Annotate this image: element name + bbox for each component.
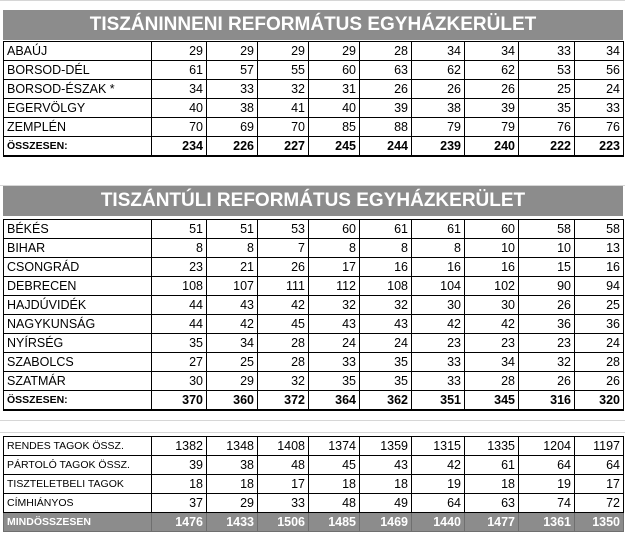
value-cell[interactable]: 39 (465, 99, 519, 118)
value-cell[interactable]: 30 (152, 372, 207, 391)
value-cell[interactable]: 16 (360, 258, 412, 277)
value-cell[interactable]: 1361 (519, 513, 575, 532)
value-cell[interactable]: 18 (152, 475, 207, 494)
value-cell[interactable]: 76 (519, 118, 575, 137)
value-cell[interactable]: 245 (309, 137, 360, 157)
value-cell[interactable]: 53 (519, 61, 575, 80)
table-row (4, 372, 624, 391)
row-name-cell[interactable]: PÁRTOLÓ TAGOK ÖSSZ. (4, 456, 152, 475)
value-cell[interactable]: 24 (575, 80, 624, 99)
value-cell[interactable]: 70 (258, 118, 309, 137)
value-cell[interactable]: 34 (152, 80, 207, 99)
value-cell[interactable]: 51 (152, 220, 207, 239)
value-cell[interactable]: 320 (575, 391, 624, 411)
value-cell[interactable]: 362 (360, 391, 412, 411)
value-cell[interactable]: 1204 (519, 437, 575, 456)
value-cell[interactable]: 32 (519, 353, 575, 372)
row-name-cell[interactable]: SZABOLCS (4, 353, 152, 372)
value-cell[interactable]: 26 (360, 80, 412, 99)
value-cell[interactable]: 240 (465, 137, 519, 157)
value-cell[interactable]: 1506 (258, 513, 309, 532)
row-name-cell[interactable]: BORSOD-DÉL (4, 61, 152, 80)
value-cell[interactable]: 234 (152, 137, 207, 157)
value-cell[interactable]: 27 (152, 353, 207, 372)
value-cell[interactable]: 38 (412, 99, 465, 118)
table-row (4, 118, 624, 137)
value-cell[interactable]: 49 (360, 494, 412, 513)
value-cell[interactable]: 28 (575, 353, 624, 372)
value-cell[interactable]: 316 (519, 391, 575, 411)
value-cell[interactable]: 29 (207, 372, 258, 391)
value-cell[interactable]: 26 (519, 372, 575, 391)
value-cell[interactable]: 40 (309, 99, 360, 118)
value-cell[interactable]: 364 (309, 391, 360, 411)
value-cell[interactable]: 1485 (309, 513, 360, 532)
value-cell[interactable]: 1469 (360, 513, 412, 532)
value-cell[interactable]: 43 (360, 456, 412, 475)
value-cell[interactable]: 111 (258, 277, 309, 296)
value-cell[interactable]: 31 (309, 80, 360, 99)
row-name-cell[interactable]: NAGYKUNSÁG (4, 315, 152, 334)
value-cell[interactable]: 7 (258, 239, 309, 258)
value-cell[interactable]: 1440 (412, 513, 465, 532)
table-row (4, 80, 624, 99)
table-row (4, 258, 624, 277)
value-cell[interactable]: 372 (258, 391, 309, 411)
table-row (4, 239, 624, 258)
value-cell[interactable]: 26 (575, 372, 624, 391)
value-cell[interactable]: 58 (575, 220, 624, 239)
value-cell[interactable]: 16 (575, 258, 624, 277)
value-cell[interactable]: 61 (152, 61, 207, 80)
value-cell[interactable]: 28 (360, 42, 412, 61)
value-cell[interactable]: 55 (258, 61, 309, 80)
row-name-cell[interactable]: ÖSSZESEN: (4, 391, 152, 411)
row-name-cell[interactable]: RENDES TAGOK ÖSSZ. (4, 437, 152, 456)
value-cell[interactable]: 29 (309, 42, 360, 61)
row-name-cell[interactable]: BORSOD-ÉSZAK * (4, 80, 152, 99)
value-cell[interactable]: 239 (412, 137, 465, 157)
table-row (4, 315, 624, 334)
table-row (4, 494, 624, 513)
value-cell[interactable]: 351 (412, 391, 465, 411)
value-cell[interactable]: 23 (519, 334, 575, 353)
value-cell[interactable]: 43 (309, 315, 360, 334)
value-cell[interactable]: 72 (575, 494, 624, 513)
value-cell[interactable]: 41 (258, 99, 309, 118)
value-cell[interactable]: 1433 (207, 513, 258, 532)
value-cell[interactable]: 42 (258, 296, 309, 315)
value-cell[interactable]: 23 (412, 334, 465, 353)
value-cell[interactable]: 33 (412, 353, 465, 372)
value-cell[interactable]: 17 (309, 258, 360, 277)
value-cell[interactable]: 37 (152, 494, 207, 513)
value-cell[interactable]: 56 (575, 61, 624, 80)
value-cell[interactable]: 29 (207, 42, 258, 61)
value-cell[interactable]: 8 (152, 239, 207, 258)
table-row (4, 456, 624, 475)
value-cell[interactable]: 10 (465, 239, 519, 258)
value-cell[interactable]: 64 (412, 494, 465, 513)
value-cell[interactable]: 1382 (152, 437, 207, 456)
section-title: TISZÁNINNENI REFORMÁTUS EGYHÁZKERÜLET (89, 14, 537, 35)
value-cell[interactable]: 28 (258, 334, 309, 353)
value-cell[interactable]: 104 (412, 277, 465, 296)
value-cell[interactable]: 18 (465, 475, 519, 494)
value-cell[interactable]: 63 (360, 61, 412, 80)
value-cell[interactable]: 1408 (258, 437, 309, 456)
value-cell[interactable]: 33 (575, 99, 624, 118)
value-cell[interactable]: 1315 (412, 437, 465, 456)
value-cell[interactable]: 39 (152, 456, 207, 475)
value-cell[interactable]: 33 (207, 80, 258, 99)
value-cell[interactable]: 38 (207, 99, 258, 118)
value-cell[interactable]: 26 (519, 296, 575, 315)
value-cell[interactable]: 1335 (465, 437, 519, 456)
value-cell[interactable]: 34 (207, 334, 258, 353)
value-cell[interactable]: 370 (152, 391, 207, 411)
value-cell[interactable]: 244 (360, 137, 412, 157)
table-row (4, 42, 624, 61)
value-cell[interactable]: 19 (519, 475, 575, 494)
value-cell[interactable]: 35 (152, 334, 207, 353)
row-name-cell[interactable]: CÍMHIÁNYOS (4, 494, 152, 513)
value-cell[interactable]: 25 (519, 80, 575, 99)
value-cell[interactable]: 38 (207, 456, 258, 475)
value-cell[interactable]: 1350 (575, 513, 624, 532)
table-row (4, 475, 624, 494)
value-cell[interactable]: 34 (465, 42, 519, 61)
value-cell[interactable]: 23 (465, 334, 519, 353)
value-cell[interactable]: 32 (309, 296, 360, 315)
value-cell[interactable]: 42 (207, 315, 258, 334)
value-cell[interactable]: 42 (465, 315, 519, 334)
value-cell[interactable]: 227 (258, 137, 309, 157)
value-cell[interactable]: 42 (412, 315, 465, 334)
value-cell[interactable]: 26 (258, 258, 309, 277)
value-cell[interactable]: 30 (465, 296, 519, 315)
table-row (4, 99, 624, 118)
value-cell[interactable]: 88 (360, 118, 412, 137)
value-cell[interactable]: 44 (152, 296, 207, 315)
table-row (4, 61, 624, 80)
grand-total-row (4, 513, 624, 532)
value-cell[interactable]: 21 (207, 258, 258, 277)
value-cell[interactable]: 1477 (465, 513, 519, 532)
value-cell[interactable]: 69 (207, 118, 258, 137)
value-cell[interactable]: 70 (152, 118, 207, 137)
table-tiszaninneni (3, 41, 624, 157)
value-cell[interactable]: 32 (258, 372, 309, 391)
value-cell[interactable]: 1476 (152, 513, 207, 532)
value-cell[interactable]: 43 (207, 296, 258, 315)
value-cell[interactable]: 53 (258, 220, 309, 239)
value-cell[interactable]: 223 (575, 137, 624, 157)
value-cell[interactable]: 102 (465, 277, 519, 296)
value-cell[interactable]: 90 (519, 277, 575, 296)
value-cell[interactable]: 24 (360, 334, 412, 353)
section-header-tiszaninneni (3, 10, 623, 40)
value-cell[interactable]: 33 (412, 372, 465, 391)
value-cell[interactable]: 15 (519, 258, 575, 277)
total-row (4, 391, 624, 411)
value-cell[interactable]: 35 (360, 372, 412, 391)
value-cell[interactable]: 18 (309, 475, 360, 494)
value-cell[interactable]: 61 (412, 220, 465, 239)
value-cell[interactable]: 1374 (309, 437, 360, 456)
value-cell[interactable]: 1348 (207, 437, 258, 456)
sheet-gridline (0, 432, 625, 433)
value-cell[interactable]: 45 (258, 315, 309, 334)
value-cell[interactable]: 40 (152, 99, 207, 118)
table-row (4, 353, 624, 372)
table-row (4, 334, 624, 353)
value-cell[interactable]: 1197 (575, 437, 624, 456)
value-cell[interactable]: 112 (309, 277, 360, 296)
value-cell[interactable]: 35 (360, 353, 412, 372)
value-cell[interactable]: 30 (412, 296, 465, 315)
value-cell[interactable]: 43 (360, 315, 412, 334)
row-name-cell[interactable]: ABAÚJ (4, 42, 152, 61)
value-cell[interactable]: 32 (258, 80, 309, 99)
value-cell[interactable]: 61 (360, 220, 412, 239)
value-cell[interactable]: 108 (152, 277, 207, 296)
value-cell[interactable]: 33 (258, 494, 309, 513)
table-tiszantuli (3, 219, 624, 411)
value-cell[interactable]: 76 (575, 118, 624, 137)
value-cell[interactable]: 35 (309, 372, 360, 391)
row-name-cell[interactable]: EGERVÖLGY (4, 99, 152, 118)
value-cell[interactable]: 23 (152, 258, 207, 277)
value-cell[interactable]: 29 (152, 42, 207, 61)
value-cell[interactable]: 345 (465, 391, 519, 411)
row-name-cell[interactable]: ÖSSZESEN: (4, 137, 152, 157)
value-cell[interactable]: 28 (465, 372, 519, 391)
value-cell[interactable]: 60 (309, 220, 360, 239)
value-cell[interactable]: 28 (258, 353, 309, 372)
value-cell[interactable]: 26 (465, 80, 519, 99)
value-cell[interactable]: 51 (207, 220, 258, 239)
total-row (4, 137, 624, 157)
row-name-cell[interactable]: DEBRECEN (4, 277, 152, 296)
value-cell[interactable]: 360 (207, 391, 258, 411)
row-name-cell[interactable]: BÉKÉS (4, 220, 152, 239)
section-header-tiszantuli (3, 186, 623, 216)
value-cell[interactable]: 94 (575, 277, 624, 296)
value-cell[interactable]: 79 (412, 118, 465, 137)
value-cell[interactable]: 35 (519, 99, 575, 118)
section-title: TISZÁNTÚLI REFORMÁTUS EGYHÁZKERÜLET (100, 190, 526, 211)
row-name-cell[interactable]: BIHAR (4, 239, 152, 258)
value-cell[interactable]: 85 (309, 118, 360, 137)
value-cell[interactable]: 34 (412, 42, 465, 61)
value-cell[interactable]: 29 (207, 494, 258, 513)
table-row (4, 277, 624, 296)
value-cell[interactable]: 8 (360, 239, 412, 258)
value-cell[interactable]: 18 (360, 475, 412, 494)
value-cell[interactable]: 108 (360, 277, 412, 296)
value-cell[interactable]: 74 (519, 494, 575, 513)
value-cell[interactable]: 29 (258, 42, 309, 61)
value-cell[interactable]: 25 (207, 353, 258, 372)
row-name-cell[interactable]: SZATMÁR (4, 372, 152, 391)
table-row (4, 220, 624, 239)
value-cell[interactable]: 64 (519, 456, 575, 475)
value-cell[interactable]: 44 (152, 315, 207, 334)
sheet-gridline (0, 0, 625, 1)
value-cell[interactable]: 18 (207, 475, 258, 494)
value-cell[interactable]: 33 (309, 353, 360, 372)
value-cell[interactable]: 222 (519, 137, 575, 157)
table-summary (3, 436, 624, 532)
value-cell[interactable]: 39 (360, 99, 412, 118)
value-cell[interactable]: 42 (412, 456, 465, 475)
value-cell[interactable]: 24 (309, 334, 360, 353)
value-cell[interactable]: 62 (465, 61, 519, 80)
value-cell[interactable]: 8 (207, 239, 258, 258)
value-cell[interactable]: 17 (575, 475, 624, 494)
value-cell[interactable]: 8 (309, 239, 360, 258)
value-cell[interactable]: 24 (575, 334, 624, 353)
value-cell[interactable]: 34 (575, 42, 624, 61)
value-cell[interactable]: 10 (519, 239, 575, 258)
row-name-cell[interactable]: CSONGRÁD (4, 258, 152, 277)
value-cell[interactable]: 26 (412, 80, 465, 99)
value-cell[interactable]: 36 (575, 315, 624, 334)
value-cell[interactable]: 8 (412, 239, 465, 258)
value-cell[interactable]: 1359 (360, 437, 412, 456)
value-cell[interactable]: 60 (309, 61, 360, 80)
row-name-cell[interactable]: TISZTELETBELI TAGOK (4, 475, 152, 494)
value-cell[interactable]: 60 (465, 220, 519, 239)
value-cell[interactable]: 61 (465, 456, 519, 475)
value-cell[interactable]: 64 (575, 456, 624, 475)
value-cell[interactable]: 48 (258, 456, 309, 475)
value-cell[interactable]: 57 (207, 61, 258, 80)
value-cell[interactable]: 13 (575, 239, 624, 258)
row-name-cell[interactable]: NYÍRSÉG (4, 334, 152, 353)
value-cell[interactable]: 16 (465, 258, 519, 277)
value-cell[interactable]: 107 (207, 277, 258, 296)
value-cell[interactable]: 62 (412, 61, 465, 80)
value-cell[interactable]: 16 (412, 258, 465, 277)
value-cell[interactable]: 33 (519, 42, 575, 61)
row-name-cell[interactable]: ZEMPLÉN (4, 118, 152, 137)
value-cell[interactable]: 58 (519, 220, 575, 239)
value-cell[interactable]: 19 (412, 475, 465, 494)
value-cell[interactable]: 48 (309, 494, 360, 513)
value-cell[interactable]: 34 (465, 353, 519, 372)
value-cell[interactable]: 32 (360, 296, 412, 315)
value-cell[interactable]: 36 (519, 315, 575, 334)
value-cell[interactable]: 17 (258, 475, 309, 494)
table-row (4, 296, 624, 315)
value-cell[interactable]: 226 (207, 137, 258, 157)
value-cell[interactable]: 63 (465, 494, 519, 513)
sheet-gridline (0, 420, 625, 421)
value-cell[interactable]: 79 (465, 118, 519, 137)
value-cell[interactable]: 25 (575, 296, 624, 315)
table-row (4, 437, 624, 456)
value-cell[interactable]: 45 (309, 456, 360, 475)
row-name-cell[interactable]: MINDÖSSZESEN (4, 513, 152, 532)
row-name-cell[interactable]: HAJDÚVIDÉK (4, 296, 152, 315)
